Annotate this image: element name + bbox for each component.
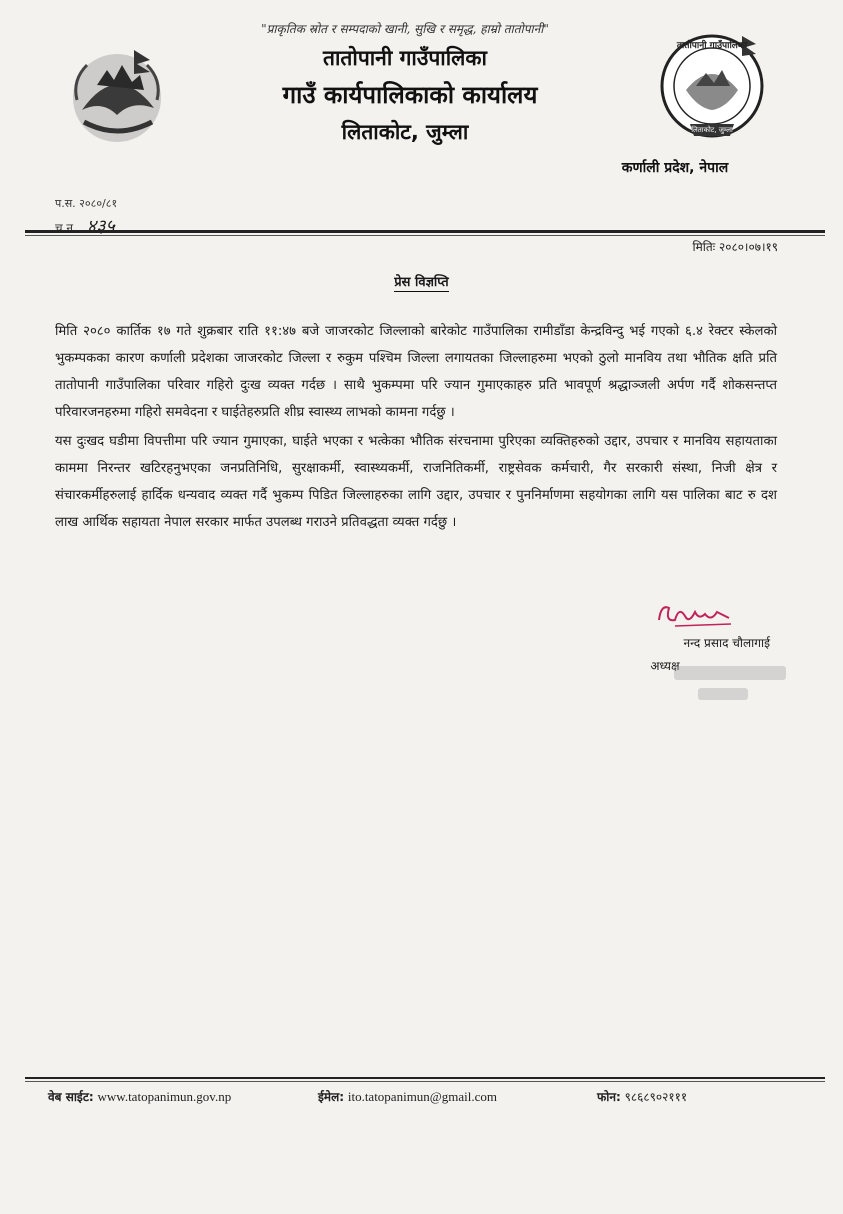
nepal-emblem-icon xyxy=(62,40,172,150)
letter-title xyxy=(0,272,843,290)
office-name: गाउँ कार्यपालिकाको कार्यालय xyxy=(282,81,538,109)
body-paragraph-1: मिति २०८० कार्तिक १७ गते शुक्रबार राति ११:४७ बजे जाजरकोट जिल्लाको बारेकोट गाउँपालिका रामीडाँडा केन्द्रविन्दु भई गएको ६.४ रेक्टर स्केलको भुकम्पकका कारण कर्णाली प्रदेशका जाजरकोट जिल्ला र रुकुम पश्चिम जिल्ला लगायतका जिल्लाहरुमा भएको ठुलो मानविय तथा भौतिक क्षति प्रति तातोपानी गाउँपालिका परिवार गहिरो दुःख व्यक्त गर्दछ । साथै भुकम्पमा परि ज्यान गुमाएकाहरु प्रति भावपूर्ण श्रद्धाञ्जली अर्पण गर्दै शोकसन्तप्त परिवारजनहरुमा गहिरो समवेदना र घाईतेहरुप्रति शीघ्र स्वास्थ्य लाभको कामना गर्दछु । xyxy=(55,324,777,420)
header-divider xyxy=(25,230,825,233)
website-label: वेब साईट: xyxy=(48,1090,94,1104)
letter-date: मितिः २०८०।०७।१९ xyxy=(692,240,778,254)
phone-label: फोन: xyxy=(597,1090,621,1104)
logo-bottom-text: लिताकोट, जुम्ला xyxy=(691,126,733,134)
motto: "प्राकृतिक स्रोत र सम्पदाको खानी, सुखि र समृद्ध, हाम्रो तातोपानी" xyxy=(261,22,549,36)
municipality-logo-icon xyxy=(656,28,768,146)
footer-phone xyxy=(597,1088,687,1105)
signature-scribble-icon xyxy=(655,598,735,632)
province-name: कर्णाली प्रदेश, नेपाल xyxy=(621,160,729,176)
footer-divider xyxy=(25,1077,825,1079)
header-divider-thin xyxy=(25,235,825,236)
email-link[interactable]: ito.tatopanimun@gmail.com xyxy=(347,1089,498,1104)
fiscal-year: प.स. २०८०/८१ xyxy=(55,197,118,210)
footer-divider-thin xyxy=(25,1081,825,1082)
email-label: ईमेल: xyxy=(318,1090,345,1104)
signatory-name: नन्द प्रसाद चौलागाई xyxy=(683,636,770,650)
footer-website xyxy=(48,1088,231,1105)
municipality-name: तातोपानी गाउँपालिका xyxy=(323,46,487,70)
body-paragraph-2: यस दुःखद घडीमा विपत्तीमा परि ज्यान गुमाएका, घाईते भएका र भत्केका भौतिक संरचनामा पुरिएका व्यक्तिहरुको उद्दार, उपचार र मानविय सहायताका काममा निरन्तर खटिरहनुभएका जनप्रतिनिधि, सुरक्षाकर्मी, स्वास्थ्यकर्मी, राजनितिकर्मी, राष्ट्रसेवक कर्मचारी, गैर सरकारी संस्था, निजी क्षेत्र र संचारकर्मीहरुलाई हार्दिक धन्यवाद व्यक्त गर्दै भुकम्प पिडित जिल्लाहरुका लागि उद्दार, उपचार र पुननिर्माणमा सहयोगका लागि यस पालिका बाट रु दश लाख आर्थिक सहायता नेपाल सरकार मार्फत उपलब्ध गराउने प्रतिवद्धता व्यक्त गर्दछु । xyxy=(55,434,777,530)
footer-email xyxy=(318,1088,497,1105)
office-location: लिताकोट, जुम्ला xyxy=(341,120,469,144)
letter-title-text: प्रेस विज्ञप्ति xyxy=(394,275,449,290)
dispatch-label: च.न. xyxy=(55,221,77,235)
signatory-role: अध्यक्ष xyxy=(650,659,680,673)
logo-ring-text: तातोपानी गाउँपालिका xyxy=(676,41,748,51)
dispatch-number: ४३५ xyxy=(86,216,115,237)
faded-stamp-icon xyxy=(670,660,790,710)
website-link[interactable]: www.tatopanimun.gov.np xyxy=(97,1089,232,1104)
phone-number: ९८६८९०२१११ xyxy=(624,1090,688,1104)
letter-body xyxy=(55,318,777,538)
